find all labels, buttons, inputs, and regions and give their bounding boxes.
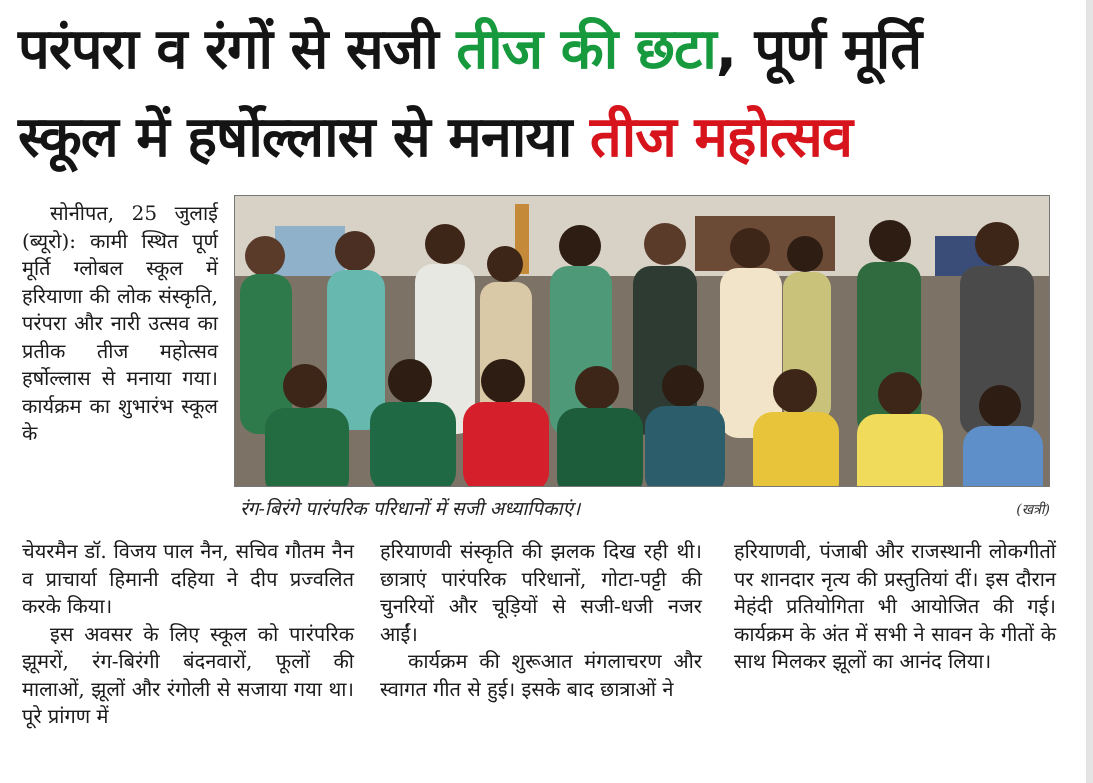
headline-text: स्कूल में हर्षोल्लास से मनाया (18, 105, 590, 170)
headline-text: परंपरा व रंगों से सजी (18, 17, 457, 82)
headline-text: , पूर्ण मूर्ति (715, 17, 922, 82)
headline-green-text: तीज की छटा (456, 17, 716, 82)
photo-credit: (खत्री) (1016, 502, 1050, 518)
group-photo (234, 195, 1050, 487)
dateline: सोनीपत, 25 जुलाई (ब्यूरो): (22, 201, 218, 253)
article-column-2 (380, 538, 702, 703)
article-column-1-bottom (22, 538, 354, 731)
teachers-group-image (235, 196, 1049, 486)
article-paragraph: चेयरमैन डॉ. विजय पाल नैन, सचिव गौतम नैन व प्राचार्या हिमानी दहिया ने दीप प्रज्वलित करके किया। (22, 539, 354, 618)
article-text: कामी स्थित पूर्ण मूर्ति ग्लोबल स्कूल में हरियाणा की लोक संस्कृति, परंपरा और नारी उत्सव का प्रतीक तीज महोत्सव हर्षोल्लास से मनाया गया। कार्यक्रम का शुभारंभ स्कूल के (22, 228, 218, 445)
article-paragraph: हरियाणवी, पंजाबी और राजस्थानी लोकगीतों पर शानदार नृत्य की प्रस्तुतियां दीं। इस दौरान मेहंदी प्रतियोगिता भी आयोजित की गई। कार्यक्रम के अंत में सभी ने सावन के गीतों के साथ मिलकर झूलों का आनंद लिया। (734, 539, 1056, 673)
article-paragraph: इस अवसर के लिए स्कूल को पारंपरिक झूमरों, रंग-बिरंगी बंदनवारों, फूलों की मालाओं, झूलों और रंगोली से सजाया गया था। पूरे प्रांगण में (22, 621, 354, 728)
article-column-3 (734, 538, 1056, 676)
photo-caption: रंग-बिरंगे पारंपरिक परिधानों में सजी अध्यापिकाएं। (240, 498, 581, 520)
article-paragraph: कार्यक्रम की शुरूआत मंगलाचरण और स्वागत गीत से हुई। इसके बाद छात्राओं ने (380, 649, 702, 701)
headline-line-2 (18, 94, 1068, 182)
page-edge-shadow (1086, 0, 1093, 783)
article-paragraph: हरियाणवी संस्कृति की झलक दिख रही थी। छात्राएं पारंपरिक परिधानों, गोटा-पट्टी की चुनरियों और चूड़ियों से सजी-धजी नजर आईं। (380, 539, 702, 646)
article-column-1-top (22, 200, 218, 448)
headline-red-text: तीज महोत्सव (589, 105, 853, 170)
headline (18, 6, 1068, 182)
headline-line-1 (18, 6, 1068, 94)
